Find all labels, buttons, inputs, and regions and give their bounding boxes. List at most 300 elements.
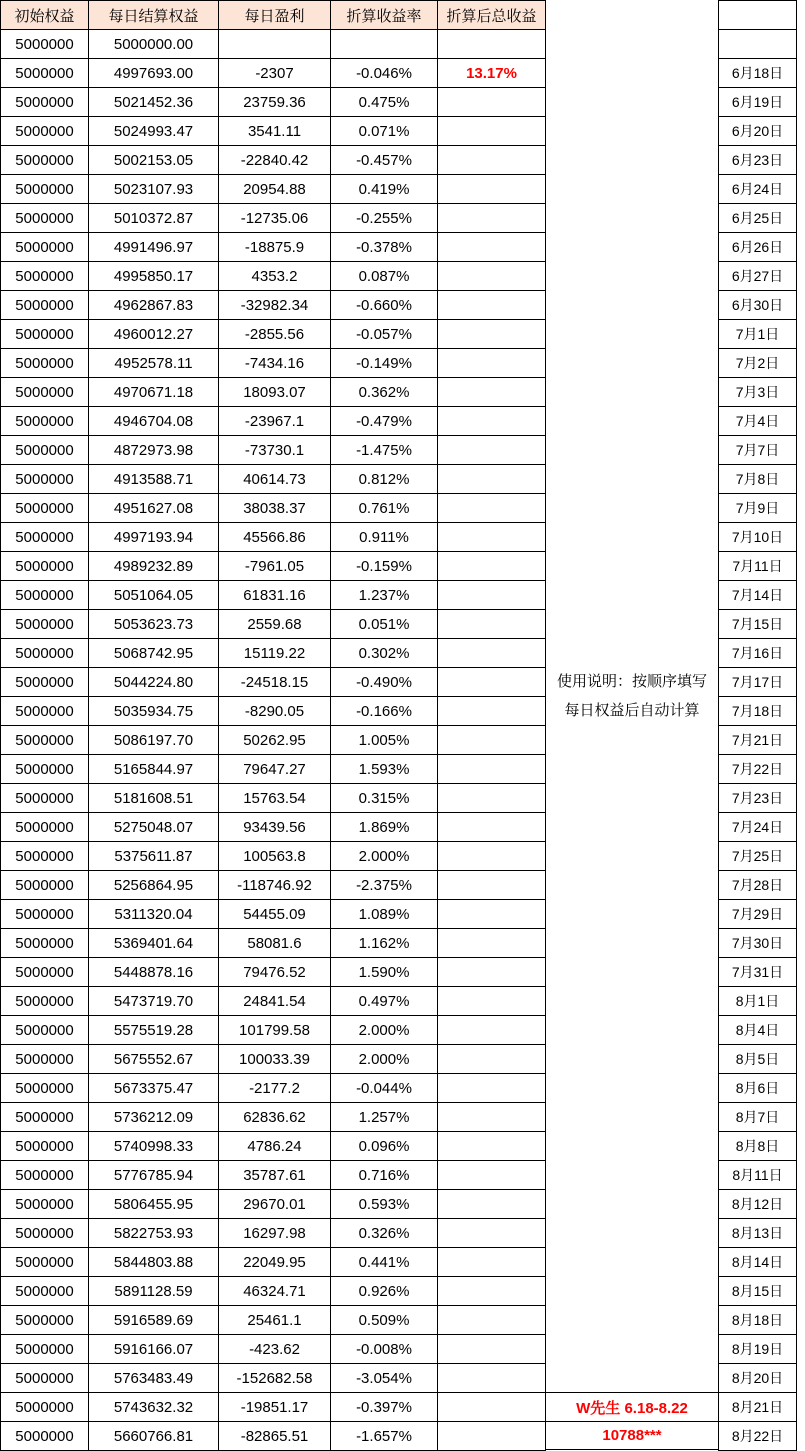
total-return-cell bbox=[438, 581, 546, 610]
total-return-cell bbox=[438, 436, 546, 465]
date-cell: 7月1日 bbox=[719, 320, 797, 349]
total-return-cell bbox=[438, 639, 546, 668]
initial-equity-cell: 5000000 bbox=[1, 1422, 89, 1451]
table-row bbox=[1, 1393, 546, 1422]
daily-profit-cell: 22049.95 bbox=[219, 1248, 331, 1277]
daily-profit-cell: 18093.07 bbox=[219, 378, 331, 407]
return-rate-cell: 0.497% bbox=[331, 987, 438, 1016]
date-row bbox=[719, 900, 797, 929]
return-rate-cell: 2.000% bbox=[331, 1016, 438, 1045]
date-row bbox=[719, 1306, 797, 1335]
date-row bbox=[719, 1045, 797, 1074]
settlement-equity-cell: 5275048.07 bbox=[89, 813, 219, 842]
settlement-equity-cell: 5822753.93 bbox=[89, 1219, 219, 1248]
table-row bbox=[1, 726, 546, 755]
daily-profit-cell: -7434.16 bbox=[219, 349, 331, 378]
table-row bbox=[1, 1074, 546, 1103]
total-return-cell bbox=[438, 146, 546, 175]
usage-note-line1: 使用说明：按顺序填写 bbox=[556, 673, 707, 690]
date-row bbox=[719, 1422, 797, 1451]
initial-equity-cell: 5000000 bbox=[1, 900, 89, 929]
return-rate-cell: -0.255% bbox=[331, 204, 438, 233]
table-row bbox=[1, 1045, 546, 1074]
total-return-cell bbox=[438, 1219, 546, 1248]
date-row bbox=[719, 1248, 797, 1277]
initial-equity-cell: 5000000 bbox=[1, 59, 89, 88]
return-rate-cell bbox=[331, 30, 438, 59]
table-row bbox=[1, 552, 546, 581]
daily-profit-cell: 3541.11 bbox=[219, 117, 331, 146]
settlement-equity-cell: 5021452.36 bbox=[89, 88, 219, 117]
date-row bbox=[719, 610, 797, 639]
date-row bbox=[719, 1016, 797, 1045]
table-row bbox=[1, 88, 546, 117]
daily-profit-cell: 29670.01 bbox=[219, 1190, 331, 1219]
total-return-cell bbox=[438, 1277, 546, 1306]
table-row bbox=[1, 204, 546, 233]
table-row bbox=[1, 1016, 546, 1045]
daily-profit-cell: 54455.09 bbox=[219, 900, 331, 929]
return-rate-cell: 0.362% bbox=[331, 378, 438, 407]
return-rate-cell: -0.457% bbox=[331, 146, 438, 175]
date-row bbox=[719, 146, 797, 175]
initial-equity-cell: 5000000 bbox=[1, 726, 89, 755]
initial-equity-cell: 5000000 bbox=[1, 1248, 89, 1277]
total-return-cell bbox=[438, 784, 546, 813]
total-return-cell bbox=[438, 958, 546, 987]
summary-value-cell: 10788*** bbox=[545, 1421, 719, 1450]
total-return-cell bbox=[438, 610, 546, 639]
settlement-equity-cell: 5675552.67 bbox=[89, 1045, 219, 1074]
settlement-equity-cell: 5448878.16 bbox=[89, 958, 219, 987]
date-row bbox=[719, 59, 797, 88]
initial-equity-cell: 5000000 bbox=[1, 668, 89, 697]
date-cell: 8月21日 bbox=[719, 1393, 797, 1422]
daily-profit-cell: 35787.61 bbox=[219, 1161, 331, 1190]
table-row bbox=[1, 813, 546, 842]
return-rate-cell: -0.044% bbox=[331, 1074, 438, 1103]
table-row bbox=[1, 1364, 546, 1393]
initial-equity-cell: 5000000 bbox=[1, 610, 89, 639]
daily-profit-cell: -7961.05 bbox=[219, 552, 331, 581]
initial-equity-cell: 5000000 bbox=[1, 262, 89, 291]
table-row bbox=[1, 1335, 546, 1364]
table-row bbox=[1, 407, 546, 436]
usage-note-line2: 每日权益后自动计算 bbox=[564, 702, 700, 719]
return-rate-cell: 1.089% bbox=[331, 900, 438, 929]
return-rate-cell: 0.593% bbox=[331, 1190, 438, 1219]
table-row bbox=[1, 958, 546, 987]
settlement-equity-cell: 5010372.87 bbox=[89, 204, 219, 233]
total-return-cell bbox=[438, 900, 546, 929]
return-rate-cell: 1.869% bbox=[331, 813, 438, 842]
table-row bbox=[1, 146, 546, 175]
total-return-cell bbox=[438, 1132, 546, 1161]
settlement-equity-cell: 5673375.47 bbox=[89, 1074, 219, 1103]
date-cell: 8月5日 bbox=[719, 1045, 797, 1074]
settlement-equity-cell: 5086197.70 bbox=[89, 726, 219, 755]
total-return-cell bbox=[438, 726, 546, 755]
return-rate-cell: 0.716% bbox=[331, 1161, 438, 1190]
daily-profit-cell: 61831.16 bbox=[219, 581, 331, 610]
return-rate-cell: -2.375% bbox=[331, 871, 438, 900]
table-row bbox=[1, 349, 546, 378]
table-row bbox=[1, 291, 546, 320]
date-cell: 8月14日 bbox=[719, 1248, 797, 1277]
daily-profit-cell: 100033.39 bbox=[219, 1045, 331, 1074]
initial-equity-cell: 5000000 bbox=[1, 639, 89, 668]
date-cell: 7月4日 bbox=[719, 407, 797, 436]
settlement-equity-cell: 5181608.51 bbox=[89, 784, 219, 813]
total-return-cell bbox=[438, 842, 546, 871]
total-return-cell bbox=[438, 407, 546, 436]
date-cell: 7月8日 bbox=[719, 465, 797, 494]
return-rate-cell: -0.378% bbox=[331, 233, 438, 262]
date-cell: 6月27日 bbox=[719, 262, 797, 291]
date-row bbox=[719, 117, 797, 146]
settlement-equity-cell: 5891128.59 bbox=[89, 1277, 219, 1306]
daily-profit-cell: -18875.9 bbox=[219, 233, 331, 262]
table-row bbox=[1, 929, 546, 958]
daily-profit-cell: 20954.88 bbox=[219, 175, 331, 204]
table-row bbox=[1, 378, 546, 407]
total-return-cell bbox=[438, 175, 546, 204]
date-cell: 8月8日 bbox=[719, 1132, 797, 1161]
return-rate-cell: -0.008% bbox=[331, 1335, 438, 1364]
initial-equity-cell: 5000000 bbox=[1, 291, 89, 320]
initial-equity-cell: 5000000 bbox=[1, 233, 89, 262]
daily-profit-cell: 2559.68 bbox=[219, 610, 331, 639]
table-row bbox=[1, 233, 546, 262]
date-cell: 7月15日 bbox=[719, 610, 797, 639]
settlement-equity-cell: 5369401.64 bbox=[89, 929, 219, 958]
daily-profit-cell: 50262.95 bbox=[219, 726, 331, 755]
date-row bbox=[719, 813, 797, 842]
settlement-equity-cell: 4960012.27 bbox=[89, 320, 219, 349]
daily-profit-cell: 45566.86 bbox=[219, 523, 331, 552]
header-converted-return-rate: 折算收益率 bbox=[331, 1, 438, 30]
date-row bbox=[719, 1074, 797, 1103]
total-return-cell bbox=[438, 494, 546, 523]
date-row bbox=[719, 1277, 797, 1306]
total-return-cell bbox=[438, 929, 546, 958]
date-cell: 7月10日 bbox=[719, 523, 797, 552]
total-return-cell: 13.17% bbox=[438, 59, 546, 88]
total-return-cell bbox=[438, 1393, 546, 1422]
initial-equity-cell: 5000000 bbox=[1, 581, 89, 610]
date-cell: 7月31日 bbox=[719, 958, 797, 987]
date-cell bbox=[719, 30, 797, 59]
header-daily-settlement-equity: 每日结算权益 bbox=[89, 1, 219, 30]
date-cell: 6月23日 bbox=[719, 146, 797, 175]
table-row bbox=[1, 320, 546, 349]
return-rate-cell: 1.237% bbox=[331, 581, 438, 610]
initial-equity-cell: 5000000 bbox=[1, 1132, 89, 1161]
date-row bbox=[719, 1335, 797, 1364]
date-row bbox=[719, 726, 797, 755]
daily-profit-cell: -23967.1 bbox=[219, 407, 331, 436]
date-row bbox=[719, 233, 797, 262]
total-return-cell bbox=[438, 233, 546, 262]
date-cell: 7月28日 bbox=[719, 871, 797, 900]
date-cell: 8月19日 bbox=[719, 1335, 797, 1364]
date-row bbox=[719, 639, 797, 668]
header-initial-equity: 初始权益 bbox=[1, 1, 89, 30]
total-return-cell bbox=[438, 88, 546, 117]
initial-equity-cell: 5000000 bbox=[1, 465, 89, 494]
date-row bbox=[719, 204, 797, 233]
table-row bbox=[1, 871, 546, 900]
date-row bbox=[719, 320, 797, 349]
settlement-equity-cell: 4952578.11 bbox=[89, 349, 219, 378]
date-cell: 6月20日 bbox=[719, 117, 797, 146]
summary-label-cell: W先生 6.18-8.22 bbox=[545, 1392, 719, 1422]
total-return-cell bbox=[438, 1422, 546, 1451]
date-row bbox=[719, 668, 797, 697]
daily-profit-cell: 40614.73 bbox=[219, 465, 331, 494]
initial-equity-cell: 5000000 bbox=[1, 552, 89, 581]
date-cell bbox=[719, 1, 797, 30]
return-rate-cell: -0.397% bbox=[331, 1393, 438, 1422]
date-cell: 7月11日 bbox=[719, 552, 797, 581]
date-cell: 8月7日 bbox=[719, 1103, 797, 1132]
settlement-equity-cell: 5736212.09 bbox=[89, 1103, 219, 1132]
date-cell: 8月12日 bbox=[719, 1190, 797, 1219]
total-return-cell bbox=[438, 1364, 546, 1393]
total-return-cell bbox=[438, 349, 546, 378]
return-rate-cell: -0.479% bbox=[331, 407, 438, 436]
total-return-cell bbox=[438, 1161, 546, 1190]
date-cell: 8月20日 bbox=[719, 1364, 797, 1393]
initial-equity-cell: 5000000 bbox=[1, 30, 89, 59]
date-cell: 7月3日 bbox=[719, 378, 797, 407]
table-row bbox=[1, 1306, 546, 1335]
settlement-equity-cell: 5743632.32 bbox=[89, 1393, 219, 1422]
daily-profit-cell: -2307 bbox=[219, 59, 331, 88]
settlement-equity-cell: 5023107.93 bbox=[89, 175, 219, 204]
settlement-equity-cell: 4997693.00 bbox=[89, 59, 219, 88]
return-rate-cell: -0.166% bbox=[331, 697, 438, 726]
date-cell: 8月22日 bbox=[719, 1422, 797, 1451]
return-rate-cell: 2.000% bbox=[331, 842, 438, 871]
date-cell: 7月24日 bbox=[719, 813, 797, 842]
date-cell: 6月25日 bbox=[719, 204, 797, 233]
initial-equity-cell: 5000000 bbox=[1, 175, 89, 204]
daily-profit-cell: 46324.71 bbox=[219, 1277, 331, 1306]
total-return-cell bbox=[438, 755, 546, 784]
settlement-equity-cell: 5473719.70 bbox=[89, 987, 219, 1016]
daily-profit-cell: -19851.17 bbox=[219, 1393, 331, 1422]
settlement-equity-cell: 5575519.28 bbox=[89, 1016, 219, 1045]
total-return-cell bbox=[438, 1306, 546, 1335]
return-rate-cell: -0.046% bbox=[331, 59, 438, 88]
date-row bbox=[719, 523, 797, 552]
daily-profit-cell: -73730.1 bbox=[219, 436, 331, 465]
date-cell: 7月22日 bbox=[719, 755, 797, 784]
table-row bbox=[1, 900, 546, 929]
date-row bbox=[719, 465, 797, 494]
table-row bbox=[1, 987, 546, 1016]
table-row bbox=[1, 30, 546, 59]
date-cell: 6月18日 bbox=[719, 59, 797, 88]
daily-profit-cell: 101799.58 bbox=[219, 1016, 331, 1045]
settlement-equity-cell: 5375611.87 bbox=[89, 842, 219, 871]
date-cell: 7月17日 bbox=[719, 668, 797, 697]
return-rate-cell: 1.590% bbox=[331, 958, 438, 987]
total-return-cell bbox=[438, 1045, 546, 1074]
settlement-equity-cell: 5024993.47 bbox=[89, 117, 219, 146]
settlement-equity-cell: 5000000.00 bbox=[89, 30, 219, 59]
initial-equity-cell: 5000000 bbox=[1, 1190, 89, 1219]
daily-profit-cell: 23759.36 bbox=[219, 88, 331, 117]
daily-profit-cell: -423.62 bbox=[219, 1335, 331, 1364]
return-rate-cell: 0.812% bbox=[331, 465, 438, 494]
table-row bbox=[1, 1219, 546, 1248]
total-return-cell bbox=[438, 813, 546, 842]
date-row bbox=[719, 552, 797, 581]
return-rate-cell: 1.005% bbox=[331, 726, 438, 755]
date-cell: 8月6日 bbox=[719, 1074, 797, 1103]
table-row bbox=[1, 784, 546, 813]
initial-equity-cell: 5000000 bbox=[1, 407, 89, 436]
settlement-equity-cell: 5311320.04 bbox=[89, 900, 219, 929]
initial-equity-cell: 5000000 bbox=[1, 1045, 89, 1074]
date-row bbox=[719, 291, 797, 320]
table-row bbox=[1, 697, 546, 726]
return-rate-cell: 0.761% bbox=[331, 494, 438, 523]
date-cell: 7月25日 bbox=[719, 842, 797, 871]
date-row bbox=[719, 407, 797, 436]
return-rate-cell: -0.660% bbox=[331, 291, 438, 320]
date-row bbox=[719, 88, 797, 117]
settlement-equity-cell: 5256864.95 bbox=[89, 871, 219, 900]
initial-equity-cell: 5000000 bbox=[1, 755, 89, 784]
total-return-cell bbox=[438, 320, 546, 349]
settlement-equity-cell: 5165844.97 bbox=[89, 755, 219, 784]
settlement-equity-cell: 4913588.71 bbox=[89, 465, 219, 494]
table-row bbox=[1, 1422, 546, 1451]
return-rate-cell: -0.159% bbox=[331, 552, 438, 581]
table-row bbox=[1, 610, 546, 639]
daily-profit-cell: 38038.37 bbox=[219, 494, 331, 523]
date-row bbox=[719, 697, 797, 726]
daily-profit-cell: -152682.58 bbox=[219, 1364, 331, 1393]
date-cell: 6月26日 bbox=[719, 233, 797, 262]
date-row bbox=[719, 755, 797, 784]
initial-equity-cell: 5000000 bbox=[1, 1277, 89, 1306]
initial-equity-cell: 5000000 bbox=[1, 88, 89, 117]
date-row bbox=[719, 929, 797, 958]
return-rate-cell: 1.593% bbox=[331, 755, 438, 784]
date-row bbox=[719, 1161, 797, 1190]
date-row bbox=[719, 958, 797, 987]
date-cell: 6月30日 bbox=[719, 291, 797, 320]
total-return-cell bbox=[438, 378, 546, 407]
date-cell: 6月19日 bbox=[719, 88, 797, 117]
settlement-equity-cell: 4995850.17 bbox=[89, 262, 219, 291]
daily-profit-cell: -2177.2 bbox=[219, 1074, 331, 1103]
date-cell: 7月7日 bbox=[719, 436, 797, 465]
daily-profit-cell: 100563.8 bbox=[219, 842, 331, 871]
initial-equity-cell: 5000000 bbox=[1, 987, 89, 1016]
date-row bbox=[719, 1132, 797, 1161]
total-return-cell bbox=[438, 1248, 546, 1277]
initial-equity-cell: 5000000 bbox=[1, 1306, 89, 1335]
date-cell: 7月23日 bbox=[719, 784, 797, 813]
total-return-cell bbox=[438, 262, 546, 291]
initial-equity-cell: 5000000 bbox=[1, 1074, 89, 1103]
settlement-equity-cell: 5660766.81 bbox=[89, 1422, 219, 1451]
table-row bbox=[1, 842, 546, 871]
settlement-equity-cell: 5776785.94 bbox=[89, 1161, 219, 1190]
table-row bbox=[1, 1103, 546, 1132]
total-return-cell bbox=[438, 1074, 546, 1103]
date-row bbox=[719, 1103, 797, 1132]
initial-equity-cell: 5000000 bbox=[1, 494, 89, 523]
settlement-equity-cell: 5002153.05 bbox=[89, 146, 219, 175]
date-row bbox=[719, 842, 797, 871]
daily-profit-cell: -2855.56 bbox=[219, 320, 331, 349]
daily-profit-cell: 4786.24 bbox=[219, 1132, 331, 1161]
total-return-cell bbox=[438, 987, 546, 1016]
initial-equity-cell: 5000000 bbox=[1, 146, 89, 175]
return-rate-cell: 0.315% bbox=[331, 784, 438, 813]
usage-note bbox=[546, 666, 718, 726]
date-row bbox=[719, 30, 797, 59]
total-return-cell bbox=[438, 204, 546, 233]
date-cell: 8月1日 bbox=[719, 987, 797, 1016]
date-cell: 7月18日 bbox=[719, 697, 797, 726]
return-rate-cell: 1.162% bbox=[331, 929, 438, 958]
settlement-equity-cell: 5068742.95 bbox=[89, 639, 219, 668]
daily-profit-cell: 15119.22 bbox=[219, 639, 331, 668]
settlement-equity-cell: 4997193.94 bbox=[89, 523, 219, 552]
table-row bbox=[1, 581, 546, 610]
settlement-equity-cell: 4991496.97 bbox=[89, 233, 219, 262]
date-row bbox=[719, 871, 797, 900]
initial-equity-cell: 5000000 bbox=[1, 784, 89, 813]
date-row bbox=[719, 1393, 797, 1422]
initial-equity-cell: 5000000 bbox=[1, 1016, 89, 1045]
date-row bbox=[719, 378, 797, 407]
table-row bbox=[1, 523, 546, 552]
date-cell: 6月24日 bbox=[719, 175, 797, 204]
date-column bbox=[718, 0, 797, 1451]
return-rate-cell: -3.054% bbox=[331, 1364, 438, 1393]
return-rate-cell: 0.475% bbox=[331, 88, 438, 117]
table-row bbox=[1, 59, 546, 88]
date-cell: 7月2日 bbox=[719, 349, 797, 378]
total-return-cell bbox=[438, 871, 546, 900]
settlement-equity-cell: 5051064.05 bbox=[89, 581, 219, 610]
header-daily-profit: 每日盈利 bbox=[219, 1, 331, 30]
initial-equity-cell: 5000000 bbox=[1, 697, 89, 726]
date-cell: 8月11日 bbox=[719, 1161, 797, 1190]
initial-equity-cell: 5000000 bbox=[1, 958, 89, 987]
return-rate-cell: 0.326% bbox=[331, 1219, 438, 1248]
settlement-equity-cell: 4872973.98 bbox=[89, 436, 219, 465]
settlement-equity-cell: 4946704.08 bbox=[89, 407, 219, 436]
total-return-cell bbox=[438, 552, 546, 581]
initial-equity-cell: 5000000 bbox=[1, 1393, 89, 1422]
table-row bbox=[1, 1190, 546, 1219]
daily-profit-cell: -12735.06 bbox=[219, 204, 331, 233]
return-rate-cell: 0.302% bbox=[331, 639, 438, 668]
return-rate-cell: 0.911% bbox=[331, 523, 438, 552]
return-rate-cell: 0.087% bbox=[331, 262, 438, 291]
return-rate-cell: -0.490% bbox=[331, 668, 438, 697]
return-rate-cell: -0.149% bbox=[331, 349, 438, 378]
